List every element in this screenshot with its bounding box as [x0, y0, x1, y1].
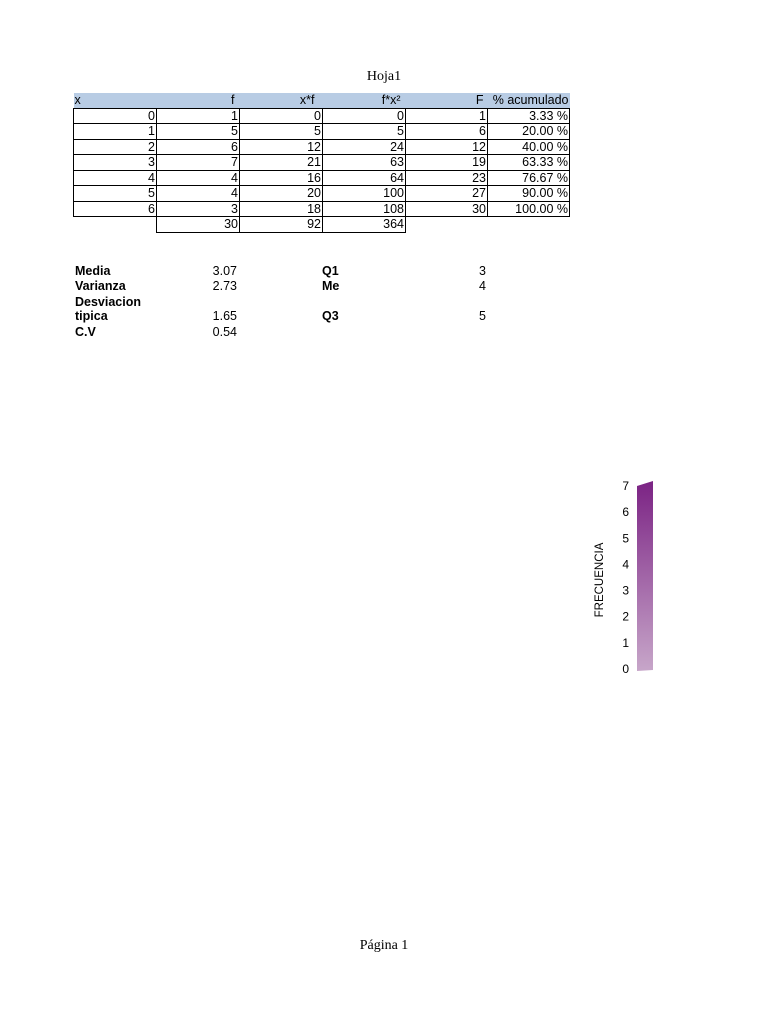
- cell-F: 6: [406, 124, 488, 140]
- chart-bar-partial: [637, 481, 653, 671]
- header-xf: x*f: [240, 93, 323, 108]
- cell-F: 1: [406, 108, 488, 124]
- cv-value: 0.54: [212, 325, 237, 339]
- cell-pct-acumulado: 40.00 %: [488, 139, 570, 155]
- cell-fx2: 24: [323, 139, 406, 155]
- desviacion-label-line1: Desviacion: [75, 295, 142, 309]
- cell-x: 6: [74, 201, 157, 217]
- totals-spacer: [488, 217, 570, 233]
- q1-label: Q1: [322, 264, 339, 278]
- chart-y-tick-label: 7: [622, 479, 629, 493]
- table-body: [74, 108, 570, 217]
- cell-xf: 12: [240, 139, 323, 155]
- totals-spacer: [74, 217, 157, 233]
- header-f: f: [157, 93, 240, 108]
- cell-fx2: 5: [323, 124, 406, 140]
- desviacion-value: 1.65: [212, 309, 237, 323]
- cell-f: 6: [157, 139, 240, 155]
- chart-y-ticks: [622, 479, 629, 676]
- cell-xf: 16: [240, 170, 323, 186]
- cell-pct-acumulado: 63.33 %: [488, 155, 570, 171]
- header-F: F: [406, 93, 488, 108]
- frequency-chart: [586, 475, 666, 685]
- q3-value: 5: [479, 309, 486, 323]
- chart-y-tick-label: 2: [622, 609, 629, 624]
- cell-fx2: 0: [323, 108, 406, 124]
- totals-spacer: [406, 217, 488, 233]
- header-fx2: f*x²: [323, 93, 406, 108]
- chart-y-tick-label: 6: [622, 505, 629, 520]
- table-row: [74, 108, 570, 124]
- cell-x: 2: [74, 139, 157, 155]
- cell-pct-acumulado: 20.00 %: [488, 124, 570, 140]
- chart-y-tick-label: 3: [622, 583, 629, 598]
- varianza-value: 2.73: [212, 279, 237, 293]
- cell-pct-acumulado: 3.33 %: [488, 108, 570, 124]
- cell-fx2: 63: [323, 155, 406, 171]
- media-value: 3.07: [212, 264, 237, 278]
- cell-fx2: 100: [323, 186, 406, 202]
- chart-y-axis-label: FRECUENCIA: [594, 542, 606, 618]
- table-row: [74, 201, 570, 217]
- cell-f: 7: [157, 155, 240, 171]
- table-row: [74, 124, 570, 140]
- cell-F: 30: [406, 201, 488, 217]
- sheet-title: Hoja1: [366, 69, 402, 84]
- frequency-table: [73, 93, 570, 233]
- page-footer: Página 1: [359, 938, 409, 953]
- media-label: Media: [75, 264, 111, 278]
- cell-pct-acumulado: 100.00 %: [488, 201, 570, 217]
- me-value: 4: [479, 279, 486, 293]
- cell-pct-acumulado: 76.67 %: [488, 170, 570, 186]
- cell-F: 19: [406, 155, 488, 171]
- total-xf: 92: [240, 217, 323, 233]
- cell-xf: 18: [240, 201, 323, 217]
- total-f: 30: [157, 217, 240, 233]
- q3-label: Q3: [322, 309, 339, 323]
- cell-xf: 21: [240, 155, 323, 171]
- chart-y-tick-label: 4: [622, 557, 629, 572]
- cell-F: 27: [406, 186, 488, 202]
- total-fx2: 364: [323, 217, 406, 233]
- table-row: [74, 170, 570, 186]
- table-row: [74, 186, 570, 202]
- cell-pct-acumulado: 90.00 %: [488, 186, 570, 202]
- me-label: Me: [322, 279, 340, 293]
- cell-x: 5: [74, 186, 157, 202]
- header-x: x: [74, 93, 157, 108]
- desviacion-label-line2: tipica: [75, 309, 108, 323]
- cell-F: 23: [406, 170, 488, 186]
- cell-fx2: 64: [323, 170, 406, 186]
- cell-f: 4: [157, 186, 240, 202]
- cv-label: C.V: [75, 325, 96, 339]
- cell-fx2: 108: [323, 201, 406, 217]
- table-header-row: [74, 93, 570, 108]
- cell-xf: 0: [240, 108, 323, 124]
- cell-xf: 5: [240, 124, 323, 140]
- cell-f: 4: [157, 170, 240, 186]
- cell-x: 1: [74, 124, 157, 140]
- cell-x: 3: [74, 155, 157, 171]
- cell-f: 1: [157, 108, 240, 124]
- cell-F: 12: [406, 139, 488, 155]
- table-totals-row: [74, 217, 570, 233]
- table-row: [74, 155, 570, 171]
- table-row: [74, 139, 570, 155]
- chart-y-tick-label: 1: [622, 635, 629, 650]
- q1-value: 3: [479, 264, 486, 278]
- chart-y-tick-label: 5: [622, 531, 629, 546]
- varianza-label: Varianza: [75, 279, 126, 293]
- cell-x: 0: [74, 108, 157, 124]
- header-pct-acumulado: % acumulado: [488, 93, 570, 108]
- cell-xf: 20: [240, 186, 323, 202]
- cell-x: 4: [74, 170, 157, 186]
- cell-f: 5: [157, 124, 240, 140]
- chart-y-tick-label: 0: [622, 662, 629, 676]
- cell-f: 3: [157, 201, 240, 217]
